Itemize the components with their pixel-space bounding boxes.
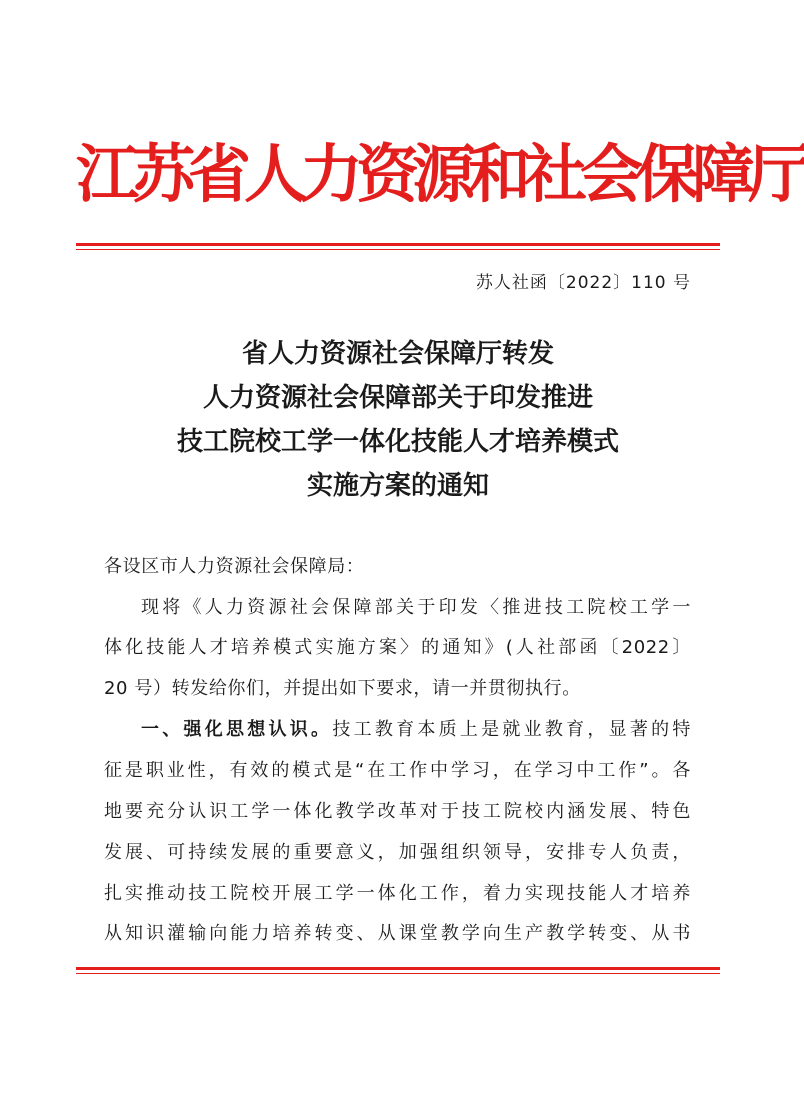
title-line: 省人力资源社会保障厅转发	[241, 339, 554, 369]
footer-rule-thin	[76, 973, 720, 974]
paragraph-line: 征是职业性，有效的模式是“在工作中学习，在学习中工作”。各	[104, 760, 691, 781]
title-line: 技工院校工学一体化技能人才培养模式	[176, 427, 619, 457]
paragraph-line: 现将《人力资源社会保障部关于印发〈推进技工院校工学一	[141, 597, 691, 618]
title-line: 人力资源社会保障部关于印发推进	[202, 383, 593, 413]
section-heading: 一、强化思想认识。	[141, 719, 333, 740]
title-line: 实施方案的通知	[306, 471, 489, 501]
document-number: 苏人社函〔2022〕110 号	[475, 273, 691, 293]
paragraph-line: 从知识灌输向能力培养转变、从课堂教学向生产教学转变、从书	[104, 923, 691, 944]
section-first-line	[141, 718, 691, 742]
paragraph-line: 发展、可持续发展的重要意义，加强组织领导，安排专人负责，	[104, 842, 691, 863]
agency-masthead: 江苏省人力资源和社会保障厅	[76, 137, 804, 211]
salutation: 各设区市人力资源社会保障局：	[104, 556, 365, 577]
paragraph-line: 扎实推动技工院校开展工学一体化工作，着力实现技能人才培养	[104, 883, 691, 904]
header-rule-thick	[76, 243, 720, 246]
footer-rule-thick	[76, 967, 720, 970]
header-rule-thin	[76, 249, 720, 250]
section-text: 技工教育本质上是就业教育，显著的特	[332, 719, 692, 740]
paragraph-line: 体化技能人才培养模式实施方案〉的通知》(人社部函〔2022〕	[104, 637, 691, 658]
paragraph-line: 地要充分认识工学一体化教学改革对于技工院校内涵发展、特色	[104, 801, 691, 822]
paragraph-line: 20 号）转发给你们，并提出如下要求，请一并贯彻执行。	[104, 678, 581, 699]
